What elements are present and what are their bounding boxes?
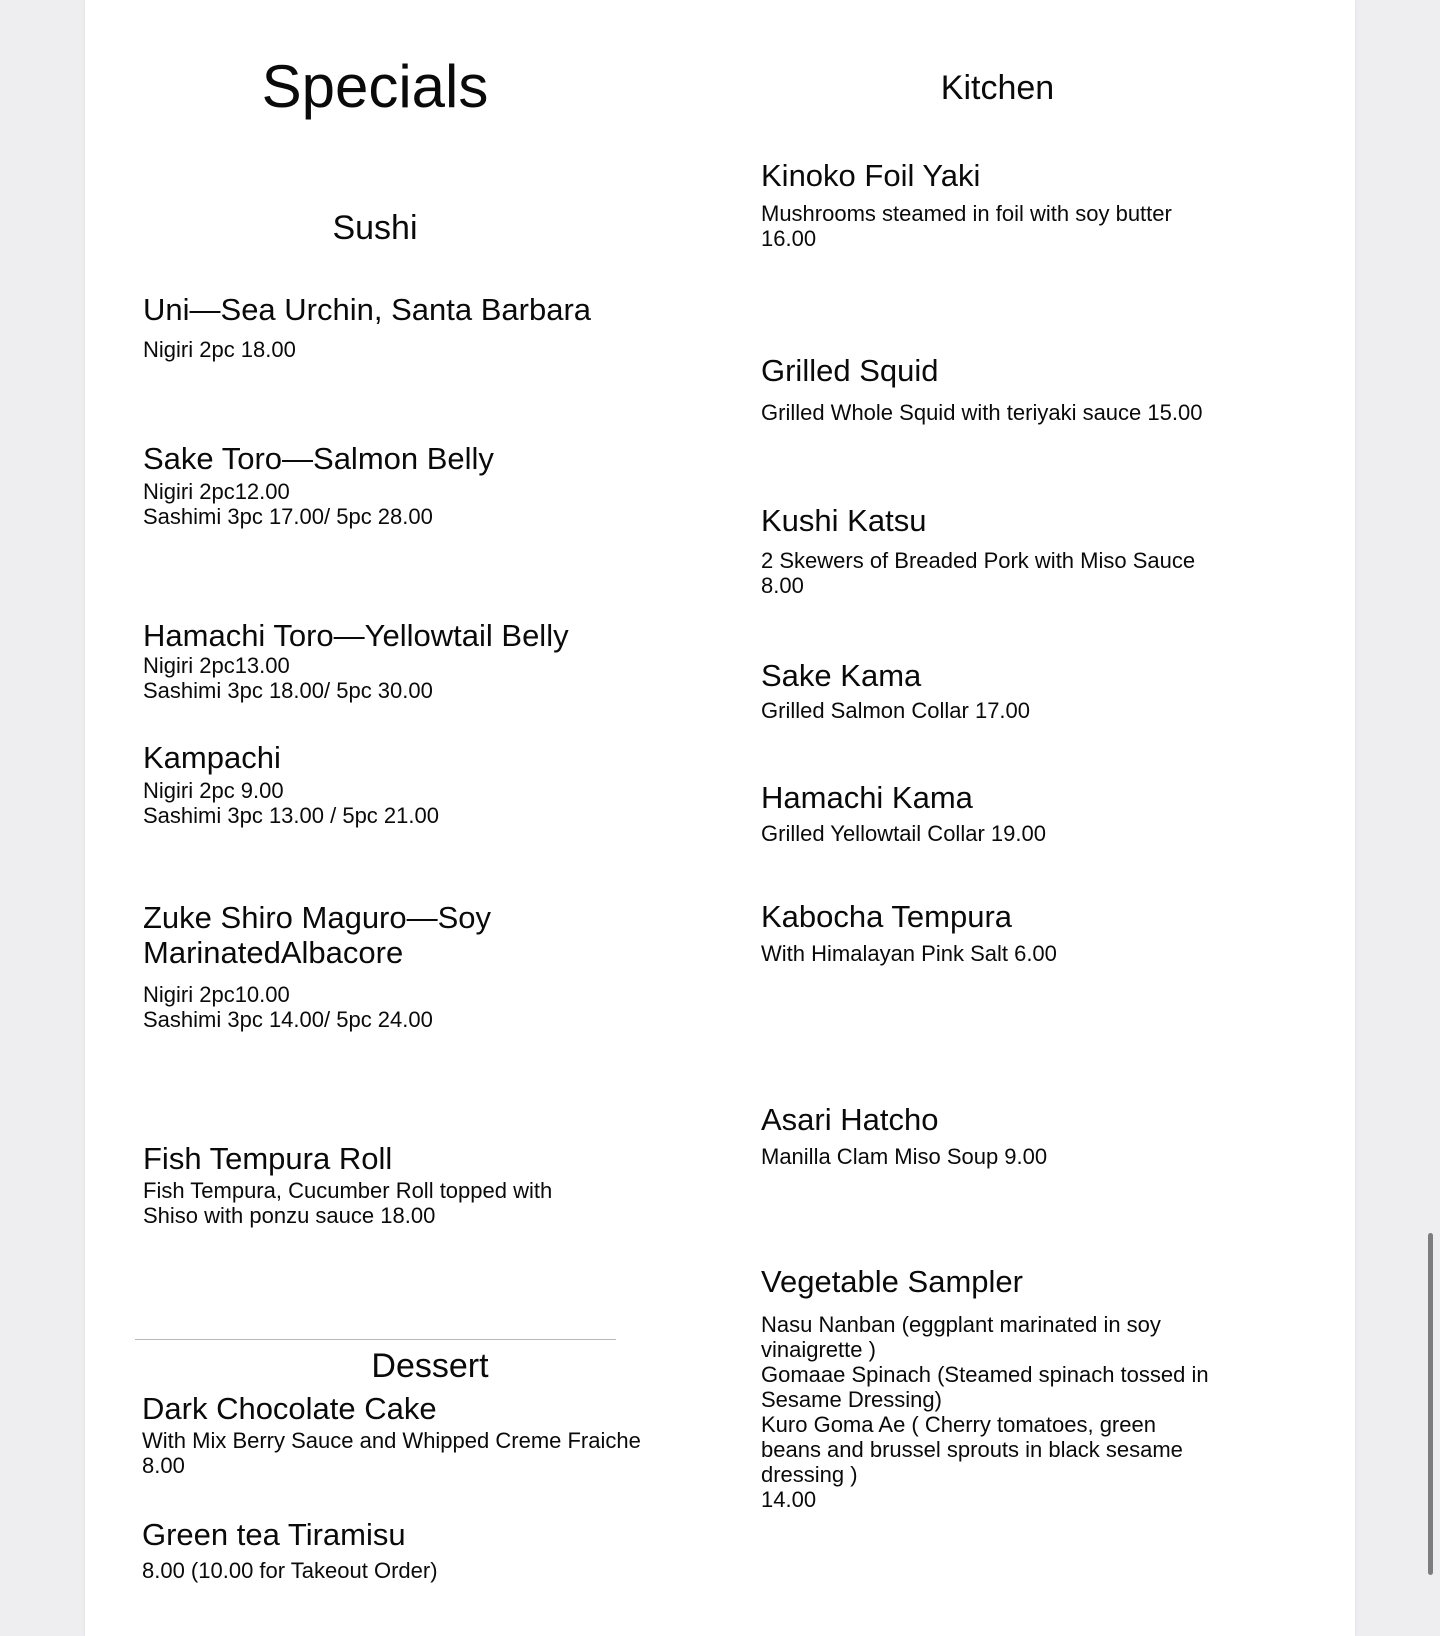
sushi-item	[143, 618, 703, 703]
item-name: Dark Chocolate Cake	[142, 1391, 437, 1426]
item-description: Manilla Clam Miso Soup 9.00	[761, 1144, 1048, 1169]
item-description: 8.00 (10.00 for Takeout Order)	[142, 1558, 438, 1583]
kitchen-item	[761, 899, 1261, 966]
sushi-heading: Sushi	[332, 209, 418, 247]
item-name: Fish Tempura Roll	[143, 1141, 393, 1176]
kitchen-item	[761, 658, 1261, 723]
sushi-item	[143, 740, 703, 828]
item-description: Nigiri 2pc 18.00	[143, 337, 296, 362]
item-name: Sake Kama	[761, 658, 922, 693]
sushi-item	[143, 900, 573, 1032]
item-description: With Mix Berry Sauce and Whipped Creme Fraiche 8.00	[142, 1428, 641, 1478]
item-name: Hamachi Toro—Yellowtail Belly	[143, 618, 569, 653]
dessert-item	[142, 1517, 702, 1583]
kitchen-item	[761, 780, 1261, 846]
sushi-item	[143, 1141, 703, 1228]
kitchen-item	[761, 1102, 1261, 1169]
item-description: Fish Tempura, Cucumber Roll topped with Shiso with ponzu sauce 18.00	[143, 1178, 553, 1228]
kitchen-heading: Kitchen	[940, 69, 1055, 107]
item-name: Vegetable Sampler	[761, 1264, 1023, 1299]
item-description: Nigiri 2pc 9.00 Sashimi 3pc 13.00 / 5pc 21.00	[143, 778, 439, 828]
item-name: Asari Hatcho	[761, 1102, 939, 1137]
item-description: Grilled Whole Squid with teriyaki sauce 15.00	[761, 400, 1203, 425]
item-name: Sake Toro—Salmon Belly	[143, 441, 494, 476]
item-name: Hamachi Kama	[761, 780, 973, 815]
sushi-item	[143, 292, 703, 362]
item-name: Zuke Shiro Maguro—Soy MarinatedAlbacore	[143, 900, 492, 970]
item-description: Grilled Salmon Collar 17.00	[761, 698, 1031, 723]
item-name: Uni—Sea Urchin, Santa Barbara	[143, 292, 592, 327]
vertical-scrollbar[interactable]	[1428, 1233, 1433, 1575]
item-name: Grilled Squid	[761, 353, 939, 388]
item-name: Kampachi	[143, 740, 281, 775]
item-description: Nigiri 2pc10.00 Sashimi 3pc 14.00/ 5pc 24.00	[143, 982, 433, 1032]
item-description: Grilled Yellowtail Collar 19.00	[761, 821, 1046, 846]
specials-title: Specials	[261, 53, 489, 120]
section-divider	[135, 1339, 616, 1340]
item-description: Nasu Nanban (eggplant marinated in soy vinaigrette ) Gomaae Spinach (Steamed spinach tossed in Sesame Dressing) Kuro Goma Ae ( Cherry tomatoes, green beans and brussel sprouts in black sesame dressing ) 14.00	[761, 1312, 1209, 1512]
item-description: Nigiri 2pc12.00 Sashimi 3pc 17.00/ 5pc 28.00	[143, 479, 433, 529]
item-description: 2 Skewers of Breaded Pork with Miso Sauce 8.00	[761, 548, 1196, 598]
item-name: Kabocha Tempura	[761, 899, 1013, 934]
dessert-item	[142, 1391, 702, 1478]
dessert-heading: Dessert	[371, 1347, 489, 1385]
item-description: Nigiri 2pc13.00 Sashimi 3pc 18.00/ 5pc 30.00	[143, 653, 433, 703]
item-name: Kushi Katsu	[761, 503, 927, 538]
item-description: With Himalayan Pink Salt 6.00	[761, 941, 1057, 966]
item-description: Mushrooms steamed in foil with soy butter 16.00	[761, 201, 1172, 251]
kitchen-item	[761, 353, 1261, 425]
kitchen-item	[761, 1264, 1261, 1512]
kitchen-item	[761, 503, 1261, 598]
kitchen-item	[761, 158, 1261, 251]
sushi-item	[143, 441, 703, 529]
item-name: Green tea Tiramisu	[142, 1517, 406, 1552]
item-name: Kinoko Foil Yaki	[761, 158, 981, 193]
